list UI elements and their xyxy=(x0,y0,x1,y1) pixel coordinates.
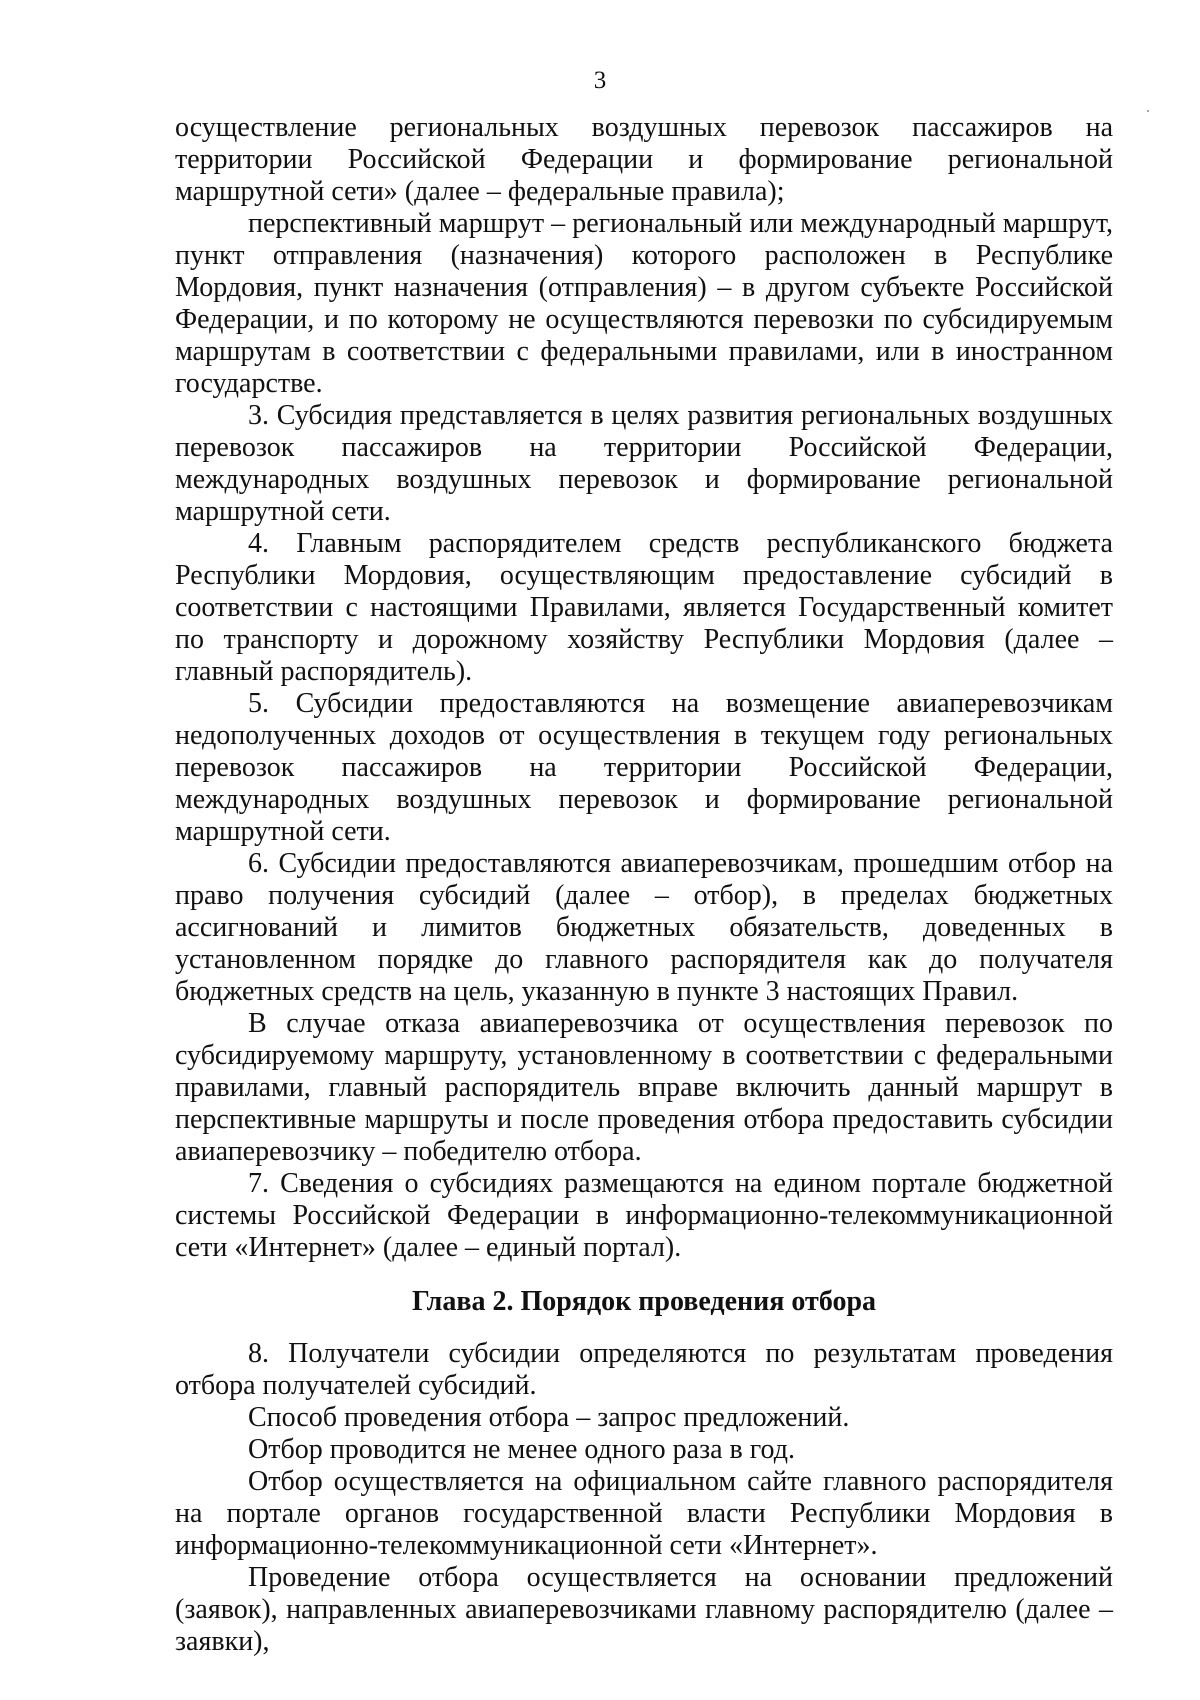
paragraph: 5. Субсидии предоставляются на возмещение авиаперевозчикам недополученных доходов от осуществления в текущем году региональных перевозок пассажиров на территории Российской Федерации, международных воздушных перевозок и формирование региональной маршрутной сети. xyxy=(175,688,1113,847)
paragraph: Отбор проводится не менее одного раза в год. xyxy=(248,1434,795,1465)
paragraph: 3. Субсидия представляется в целях развития региональных воздушных перевозок пассажиров на территории Российской Федерации, международных воздушных перевозок и формирование региональной маршрутной сети. xyxy=(175,400,1113,527)
paragraph: Способ проведения отбора – запрос предложений. xyxy=(248,1402,850,1433)
paragraph: Отбор осуществляется на официальном сайте главного распорядителя на портале органов государственной власти Республики Мордовия в информационно-телекоммуникационной сети «Интернет». xyxy=(175,1466,1113,1561)
paragraph: Проведение отбора осуществляется на основании предложений (заявок), направленных авиаперевозчиками главному распорядителю (далее – заявки), xyxy=(175,1562,1113,1657)
paragraph: 6. Субсидии предоставляются авиаперевозчикам, прошедшим отбор на право получения субсидий (далее – отбор), в пределах бюджетных ассигнований и лимитов бюджетных обязательств, доведенных в установленном порядке до главного распорядителя как до получателя бюджетных средств на цель, указанную в пункте 3 настоящих Правил. xyxy=(175,848,1113,1007)
page-number: 3 xyxy=(593,67,607,94)
paragraph: перспективный маршрут – региональный или международный маршрут, пункт отправления (назначения) которого расположен в Республике Мордовия, пункт назначения (отправления) – в другом субъекте Российской Федерации, и по которому не осуществляются перевозки по субсидируемым маршрутам в соответствии с федеральными правилами, или в иностранном государстве. xyxy=(175,208,1113,399)
paragraph: осуществление региональных воздушных перевозок пассажиров на территории Российской Федерации и формирование региональной маршрутной сети» (далее – федеральные правила); xyxy=(175,112,1113,207)
paragraph: 4. Главным распорядителем средств республиканского бюджета Республики Мордовия, осуществляющим предоставление субсидий в соответствии с настоящими Правилами, является Государственный комитет по транспорту и дорожному хозяйству Республики Мордовия (далее – главный распорядитель). xyxy=(175,528,1113,687)
paragraph: 7. Сведения о субсидиях размещаются на едином портале бюджетной системы Российской Федерации в информационно-телекоммуникационной сети «Интернет» (далее – единый портал). xyxy=(175,1168,1113,1263)
paragraph: 8. Получатели субсидии определяются по результатам проведения отбора получателей субсидий. xyxy=(175,1338,1113,1401)
document-body xyxy=(175,112,1113,1658)
scan-speck xyxy=(1147,110,1149,112)
chapter-title: Глава 2. Порядок проведения отбора xyxy=(411,1286,877,1317)
paragraph: В случае отказа авиаперевозчика от осуществления перевозок по субсидируемому маршруту, установленному в соответствии с федеральными правилами, главный распорядитель вправе включить данный маршрут в перспективные маршруты и после проведения отбора предоставить субсидии авиаперевозчику – победителю отбора. xyxy=(175,1008,1113,1167)
